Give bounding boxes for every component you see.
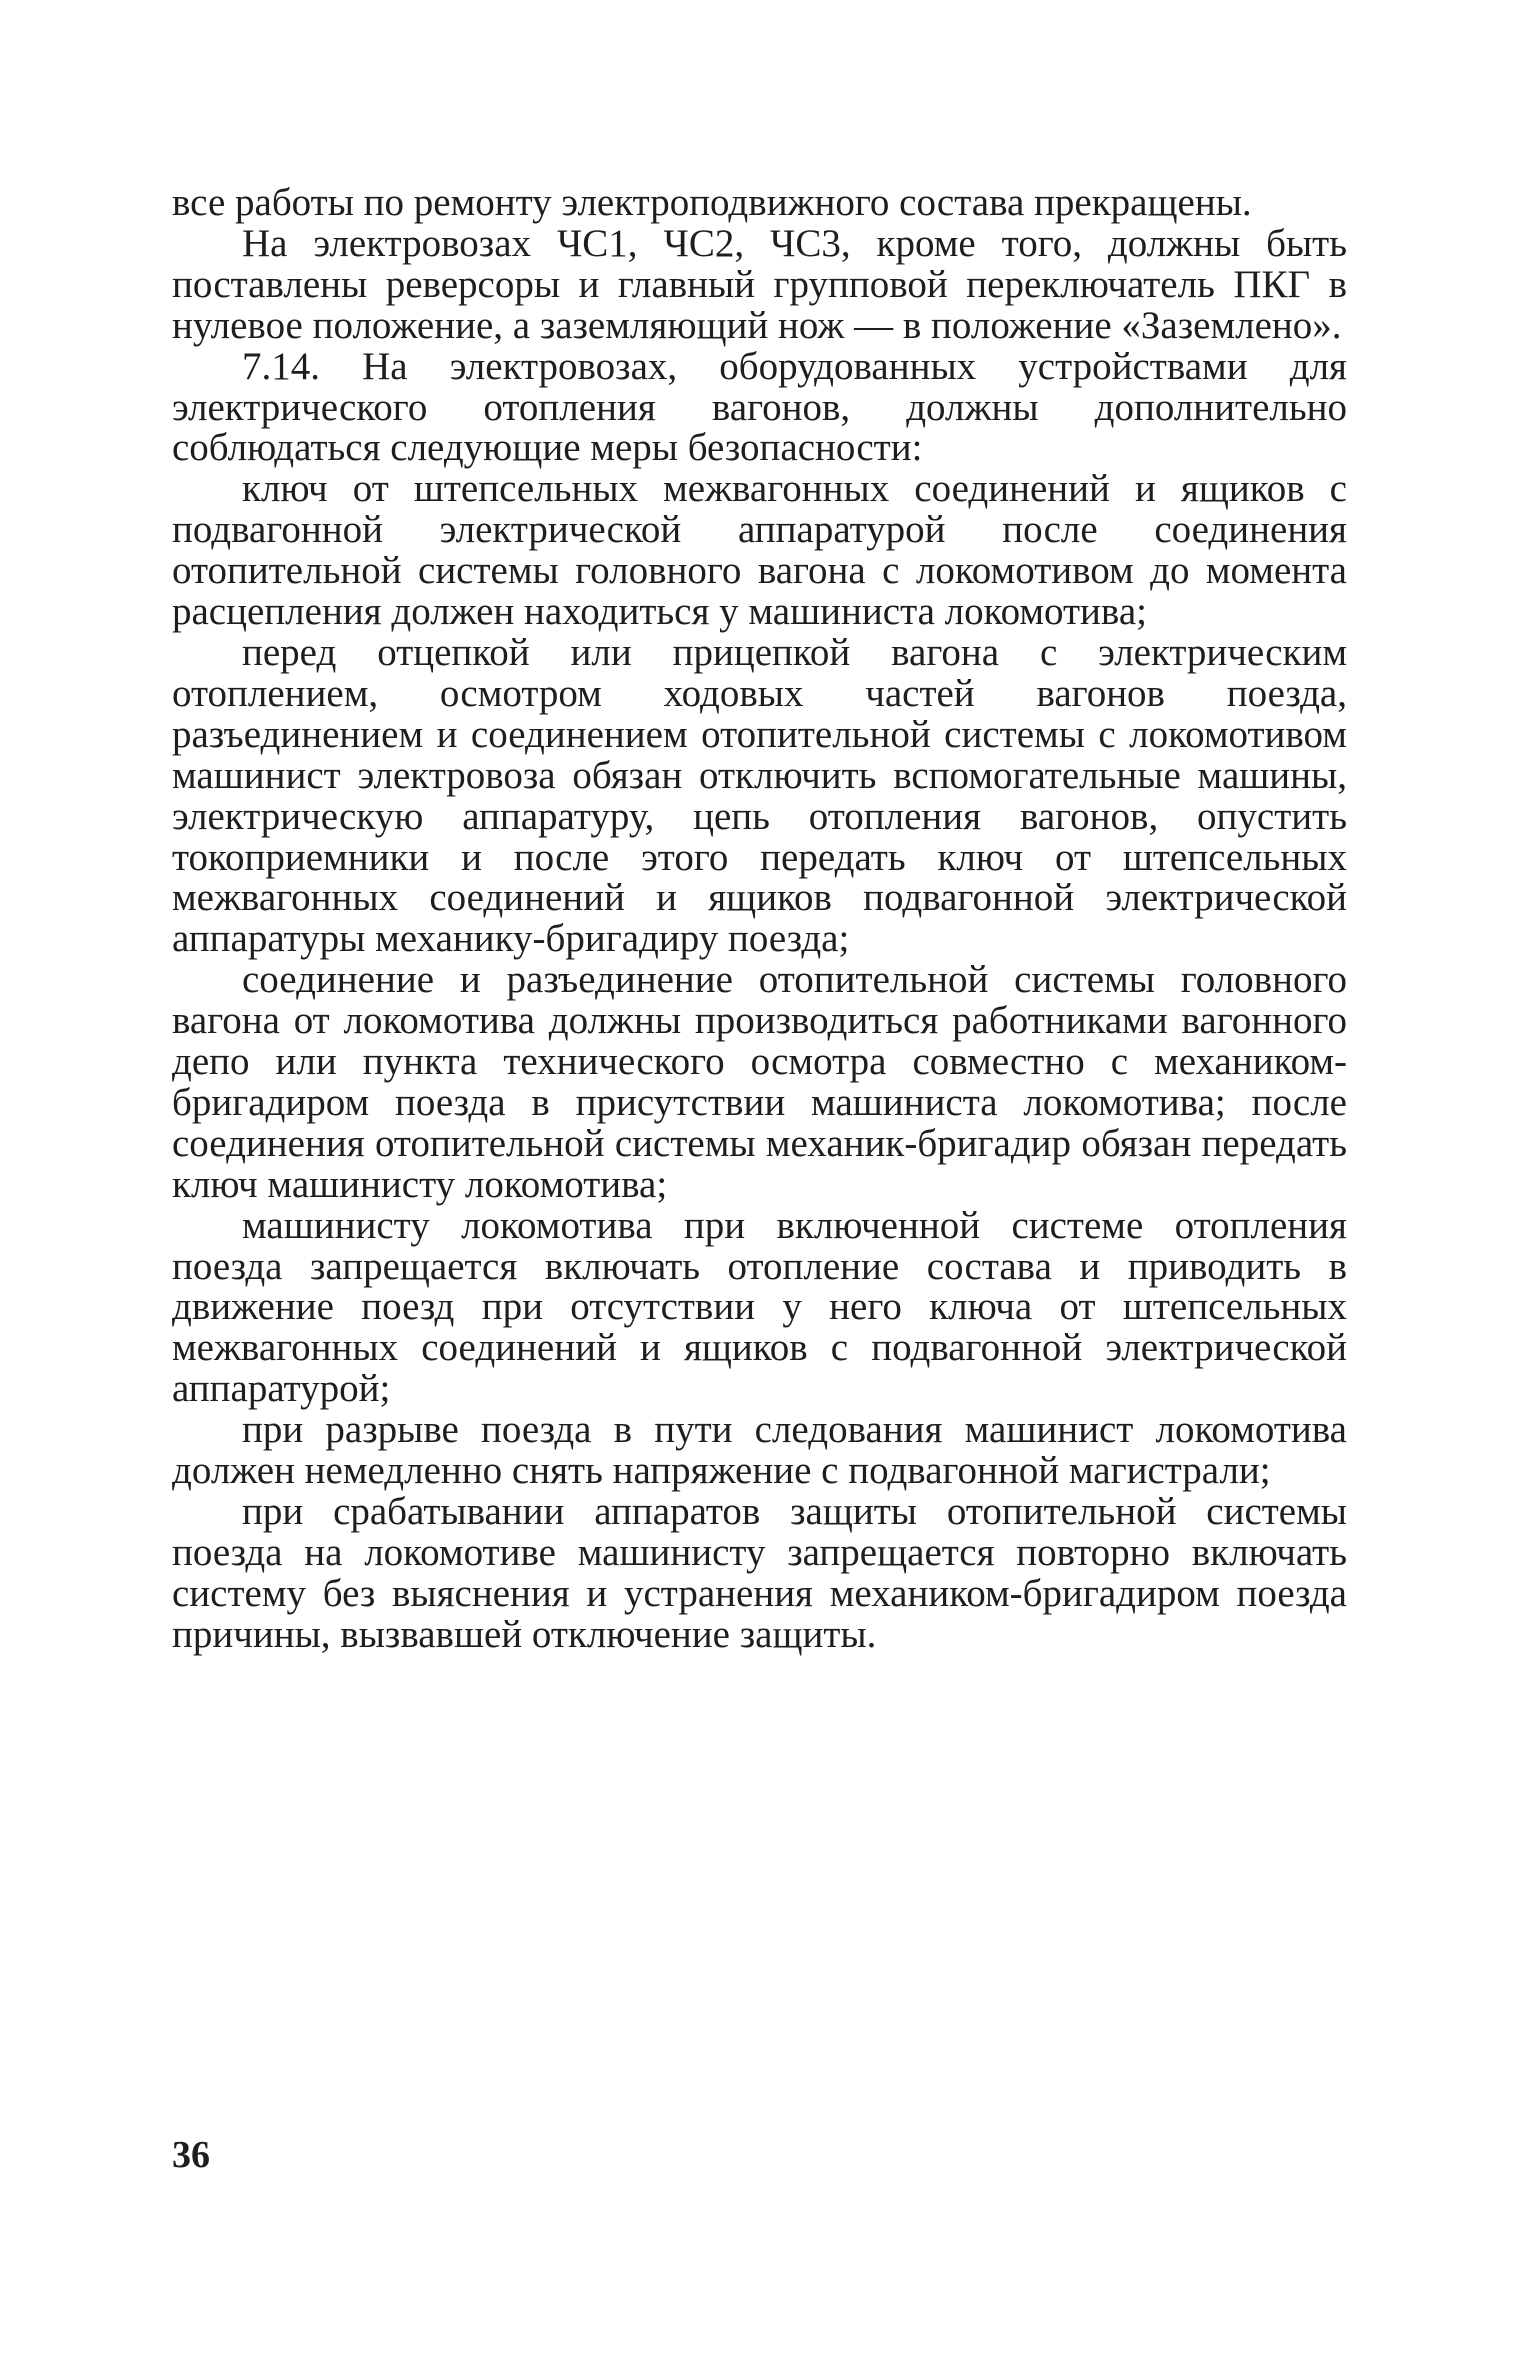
paragraph-protection-trip: при срабатывании аппаратов защиты отопительной системы поезда на локомотиве машинисту запрещается повторно включать систему без выяснения и устранения механиком-бригадиром поезда причины, вызвавшей отключение защиты. <box>172 1490 1347 1656</box>
paragraph-train-break: при разрыве поезда в пути следования машинист локомотива должен немедленно снять напряжение с подвагонной магистрали; <box>172 1408 1347 1493</box>
paragraph-section-7-14: 7.14. На электровозах, оборудованных устройствами для электрического отопления вагонов, должны дополнительно соблюдаться следующие меры безопасности: <box>172 344 1347 470</box>
paragraph-continuation: все работы по ремонту электроподвижного состава прекращены. <box>172 181 1252 224</box>
paragraph-key-storage: ключ от штепсельных межвагонных соединений и ящиков с подвагонной электрической аппаратурой после соединения отопительной системы головного вагона с локомотивом до момента расцепления должен находиться у машиниста локомотива; <box>172 467 1347 634</box>
paragraph-before-uncoupling: перед отцепкой или прицепкой вагона с электрическим отоплением, осмотром ходовых частей вагонов поезда, разъединением и соединением отопительной системы с локомотивом машинист электровоза обязан отключить вспомогательные машины, электрическую аппаратуру, цепь отопления вагонов, опустить токоприемники и после этого передать ключ от штепсельных межвагонных соединений и ящиков подвагонной электрической аппаратуры механику-бригадиру поезда; <box>172 630 1347 961</box>
page-body <box>172 183 1347 1656</box>
paragraph-connection-procedure: соединение и разъединение отопительной системы головного вагона от локомотива должны производиться работниками вагонного депо или пункта технического осмотра совместно с механиком-бригадиром поезда в присутствии машиниста локомотива; после соединения отопительной системы механик-бригадир обязан передать ключ машинисту локомотива; <box>172 958 1347 1206</box>
page-number: 36 <box>172 2134 210 2176</box>
paragraph-electric-locomotives-chs: На электровозах ЧС1, ЧС2, ЧС3, кроме того, должны быть поставлены реверсоры и главный групповой переключатель ПКГ в нулевое положение, а заземляющий нож — в положение «Заземлено». <box>172 221 1347 347</box>
paragraph-driver-restrictions: машинисту локомотива при включенной системе отопления поезда запрещается включать отопление состава и приводить в движение поезд при отсутствии у него ключа от штепсельных межвагонных соединений и ящиков с подвагонной электрической аппаратурой; <box>172 1203 1347 1411</box>
